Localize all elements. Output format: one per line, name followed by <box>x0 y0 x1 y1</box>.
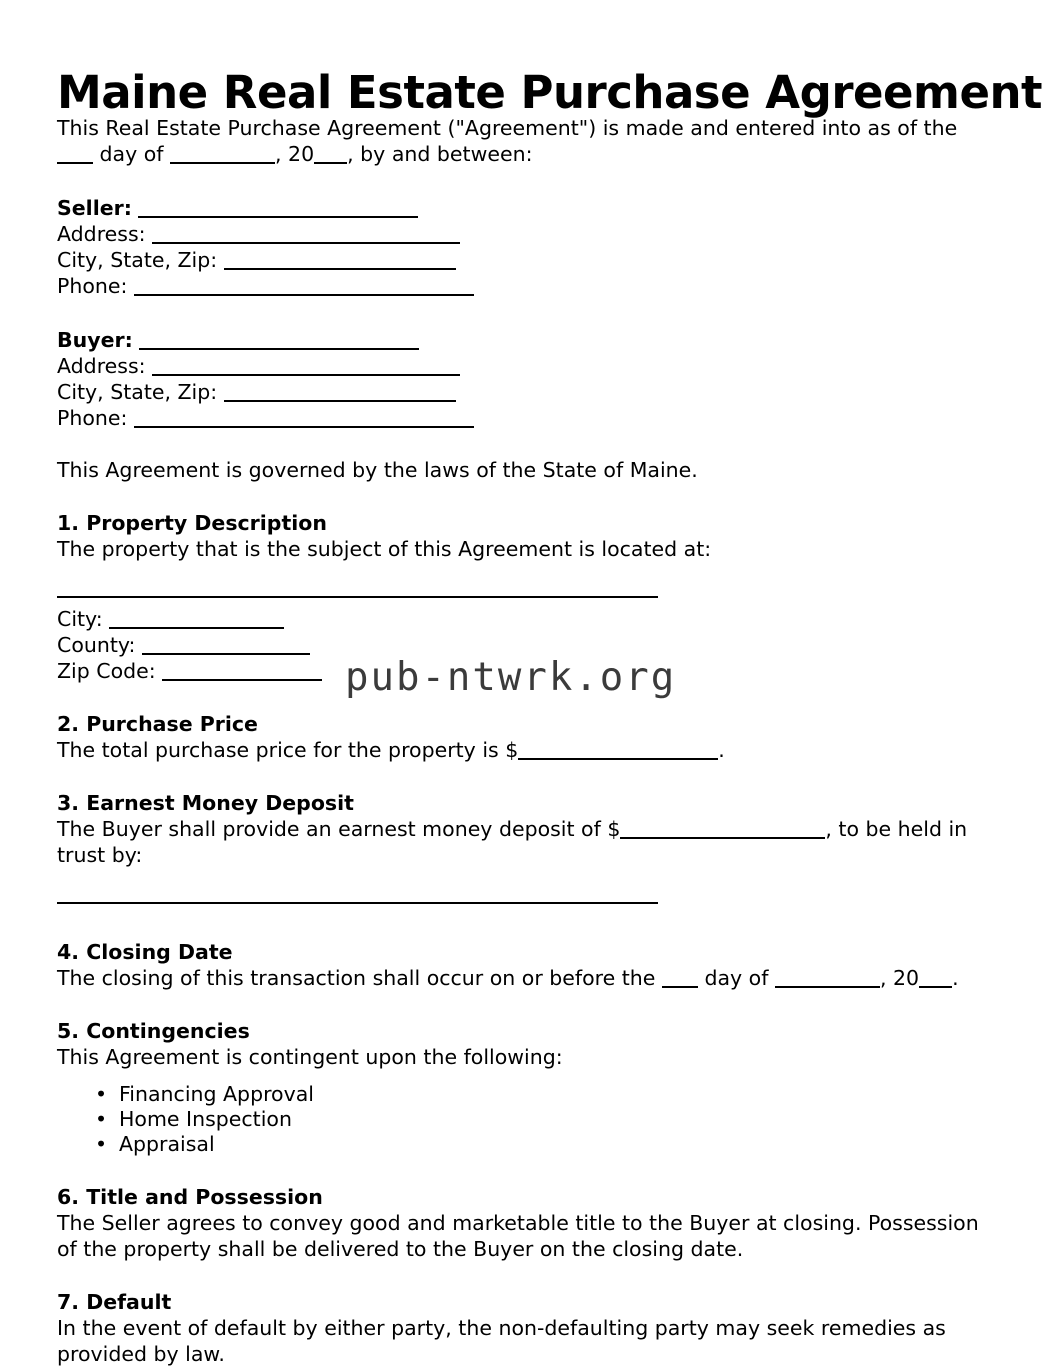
section-5-heading: 5. Contingencies <box>57 1019 250 1043</box>
section-1-address-blank-row <box>57 562 998 606</box>
bullet-icon: • <box>95 1107 108 1131</box>
seller-name-row <box>57 195 998 221</box>
property-city-blank[interactable] <box>109 613 284 629</box>
gap-before-s5 <box>57 991 998 1018</box>
purchase-price-blank[interactable] <box>518 744 718 760</box>
property-zip-blank[interactable] <box>162 665 322 681</box>
property-zip-row <box>57 658 998 684</box>
buyer-name-blank[interactable] <box>139 334 419 350</box>
watermark-text: pub-ntwrk.org <box>345 655 677 700</box>
gap-before-s7 <box>57 1262 998 1289</box>
closing-month-blank[interactable] <box>775 972 880 988</box>
list-item <box>95 1107 998 1132</box>
section-3-text-line2: trust by: <box>57 843 143 867</box>
section-2-text-before: The total purchase price for the property is $ <box>57 738 519 762</box>
section-3-text-after: , to be held in <box>825 817 968 841</box>
buyer-address-row <box>57 353 998 379</box>
governing-law-paragraph: This Agreement is governed by the laws of the State of Maine. <box>57 458 698 482</box>
intro-mid-text: day of <box>93 142 171 166</box>
section-3-heading: 3. Earnest Money Deposit <box>57 791 354 815</box>
closing-day-blank[interactable] <box>662 972 698 988</box>
section-2-text <box>57 737 998 763</box>
section-3-text <box>57 816 998 868</box>
section-6-line-1: The Seller agrees to convey good and marketable title to the Buyer at closing. Possession <box>57 1211 979 1235</box>
gap-before-s1 <box>57 483 998 510</box>
seller-address-label: Address: <box>57 222 146 246</box>
seller-citystatezip-blank[interactable] <box>224 254 456 270</box>
intro-year-blank[interactable] <box>314 148 347 164</box>
section-7-heading: 7. Default <box>57 1290 172 1314</box>
section-5-text: This Agreement is contingent upon the following: <box>57 1045 563 1069</box>
section-4-text-after: . <box>952 966 959 990</box>
section-4-text <box>57 965 998 991</box>
section-6-text <box>57 1210 998 1262</box>
buyer-citystatezip-blank[interactable] <box>224 386 456 402</box>
section-4-heading: 4. Closing Date <box>57 940 233 964</box>
seller-citystatezip-label: City, State, Zip: <box>57 248 218 272</box>
property-city-row <box>57 606 998 632</box>
bullet-icon: • <box>95 1082 108 1106</box>
seller-citystatezip-row <box>57 247 998 273</box>
buyer-name-label: Buyer: <box>57 328 133 352</box>
property-city-label: City: <box>57 607 103 631</box>
buyer-citystatezip-label: City, State, Zip: <box>57 380 218 404</box>
seller-phone-row <box>57 273 998 299</box>
section-4-year-prefix: , 20 <box>879 966 920 990</box>
contingency-label: Home Inspection <box>119 1107 292 1131</box>
seller-block <box>57 195 998 299</box>
seller-name-label: Seller: <box>57 196 132 220</box>
contingency-label: Appraisal <box>119 1132 215 1156</box>
earnest-deposit-blank[interactable] <box>620 823 825 839</box>
bullet-icon: • <box>95 1132 108 1156</box>
section-6-heading: 6. Title and Possession <box>57 1185 323 1209</box>
buyer-name-row <box>57 327 998 353</box>
property-county-label: County: <box>57 633 136 657</box>
property-county-blank[interactable] <box>142 639 310 655</box>
section-3-text-before: The Buyer shall provide an earnest money deposit of $ <box>57 817 621 841</box>
buyer-address-label: Address: <box>57 354 146 378</box>
trust-holder-blank[interactable] <box>57 888 658 904</box>
gap-before-s3 <box>57 763 998 790</box>
section-7-text <box>57 1315 998 1367</box>
seller-name-blank[interactable] <box>138 202 418 218</box>
buyer-citystatezip-row <box>57 379 998 405</box>
section-1-text: The property that is the subject of this Agreement is located at: <box>57 537 712 561</box>
spacer-after-buyer <box>57 431 998 457</box>
section-2-heading: 2. Purchase Price <box>57 712 258 736</box>
gap-before-s2 <box>57 684 998 711</box>
contingency-list <box>57 1082 998 1157</box>
intro-day-blank[interactable] <box>57 148 93 164</box>
seller-address-blank[interactable] <box>152 228 460 244</box>
section-2-text-after: . <box>718 738 725 762</box>
property-address-blank[interactable] <box>57 582 658 598</box>
buyer-address-blank[interactable] <box>152 360 460 376</box>
section-6-line-2: of the property shall be delivered to the Buyer on the closing date. <box>57 1237 744 1261</box>
gap-before-s4 <box>57 912 998 939</box>
list-item <box>95 1082 998 1107</box>
section-4-text-mid: day of <box>697 966 775 990</box>
page-title: Maine Real Estate Purchase Agreement <box>57 66 1043 119</box>
section-3-trust-blank-row <box>57 868 998 912</box>
section-4-text-before: The closing of this transaction shall occur on or before the <box>57 966 662 990</box>
gap-before-s6 <box>57 1157 998 1184</box>
closing-year-blank[interactable] <box>919 972 952 988</box>
section-7-line-1: In the event of default by either party, the non-defaulting party may seek remedies as <box>57 1316 946 1340</box>
contingency-label: Financing Approval <box>119 1082 314 1106</box>
buyer-phone-row <box>57 405 998 431</box>
intro-month-blank[interactable] <box>170 148 275 164</box>
intro-line-1: This Real Estate Purchase Agreement ("Agreement") is made and entered into as of the <box>57 116 958 140</box>
intro-tail-text: , by and between: <box>347 142 533 166</box>
intro-year-prefix: , 20 <box>275 142 315 166</box>
section-7-line-2: provided by law. <box>57 1342 225 1366</box>
property-zip-label: Zip Code: <box>57 659 156 683</box>
intro-paragraph <box>57 115 998 167</box>
list-item <box>95 1132 998 1157</box>
seller-phone-blank[interactable] <box>134 280 474 296</box>
buyer-phone-blank[interactable] <box>134 412 474 428</box>
buyer-block <box>57 327 998 431</box>
seller-phone-label: Phone: <box>57 274 128 298</box>
property-county-row <box>57 632 998 658</box>
seller-address-row <box>57 221 998 247</box>
buyer-phone-label: Phone: <box>57 406 128 430</box>
section-1-heading: 1. Property Description <box>57 511 327 535</box>
